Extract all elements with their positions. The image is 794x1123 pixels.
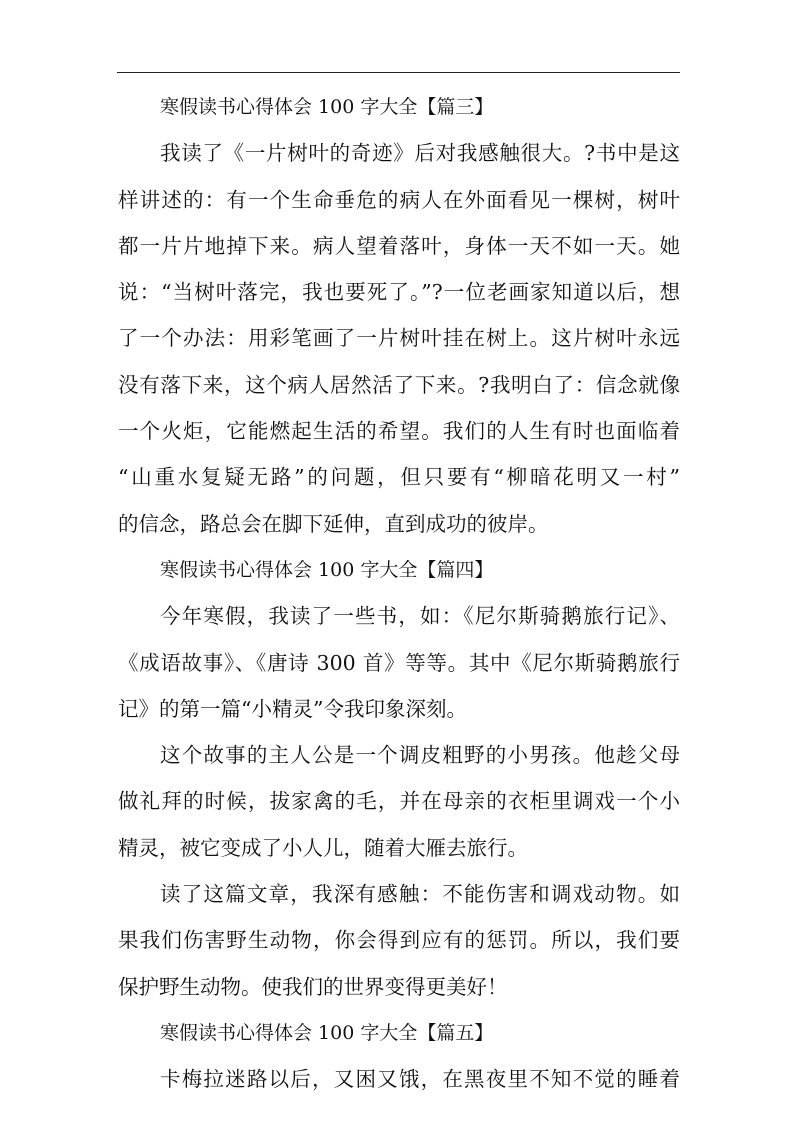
paragraph	[118, 130, 680, 547]
text-line: 果我们伤害野生动物，你会得到应有的惩罚。所以，我们要	[118, 928, 680, 953]
section-heading: 寒假读书心得体会 100 字大全【篇五】	[160, 1021, 494, 1044]
text-line: 说：“当树叶落完，我也要死了。”?一位老画家知道以后，想	[118, 280, 680, 305]
text-line: 精灵，被它变成了小人儿，随着大雁去旅行。	[118, 835, 528, 860]
text-line: 都一片片地掉下来。病人望着落叶，身体一天不如一天。她	[118, 233, 680, 258]
text-line: 一个火炬，它能燃起生活的希望。我们的人生有时也面临着	[118, 419, 680, 444]
text-line: 记》的第一篇“小精灵”令我印象深刻。	[118, 696, 467, 721]
text-line: 今年寒假，我读了一些书，如：《尼尔斯骑鹅旅行记》、	[160, 604, 680, 629]
text-line: 的信念，路总会在脚下延伸，直到成功的彼岸。	[118, 511, 549, 536]
text-line: 样讲述的：有一个生命垂危的病人在外面看见一棵树，树叶	[118, 187, 680, 212]
text-line: “山重水复疑无路”的问题，但只要有“柳暗花明又一村”	[118, 465, 680, 490]
text-line: 没有落下来，这个病人居然活了下来。?我明白了：信念就像	[118, 372, 680, 397]
text-line: 做礼拜的时候，拔家禽的毛，并在母亲的衣柜里调戏一个小	[118, 789, 680, 814]
document-body	[118, 84, 680, 1103]
text-line: 我读了《一片树叶的奇迹》后对我感触很大。?书中是这	[160, 141, 680, 166]
header-rule	[117, 72, 680, 73]
section-heading: 寒假读书心得体会 100 字大全【篇三】	[160, 96, 494, 118]
text-line: 读了这篇文章，我深有感触：不能伤害和调戏动物。如	[160, 882, 680, 907]
text-line: 保护野生动物。使我们的世界变得更美好！	[118, 974, 508, 999]
paragraph	[118, 593, 680, 732]
section-heading: 寒假读书心得体会 100 字大全【篇四】	[160, 558, 494, 581]
paragraph	[118, 871, 680, 1010]
text-line: 了一个办法：用彩笔画了一片树叶挂在树上。这片树叶永远	[118, 326, 680, 351]
text-line: 这个故事的主人公是一个调皮粗野的小男孩。他趁父母	[160, 743, 680, 768]
text-line: 卡梅拉迷路以后，又困又饿，在黑夜里不知不觉的睡着	[160, 1067, 680, 1092]
text-line: 《成语故事》、《唐诗 300 首》等等。其中《尼尔斯骑鹅旅行	[118, 650, 680, 675]
paragraph	[118, 1056, 680, 1102]
paragraph	[118, 732, 680, 871]
